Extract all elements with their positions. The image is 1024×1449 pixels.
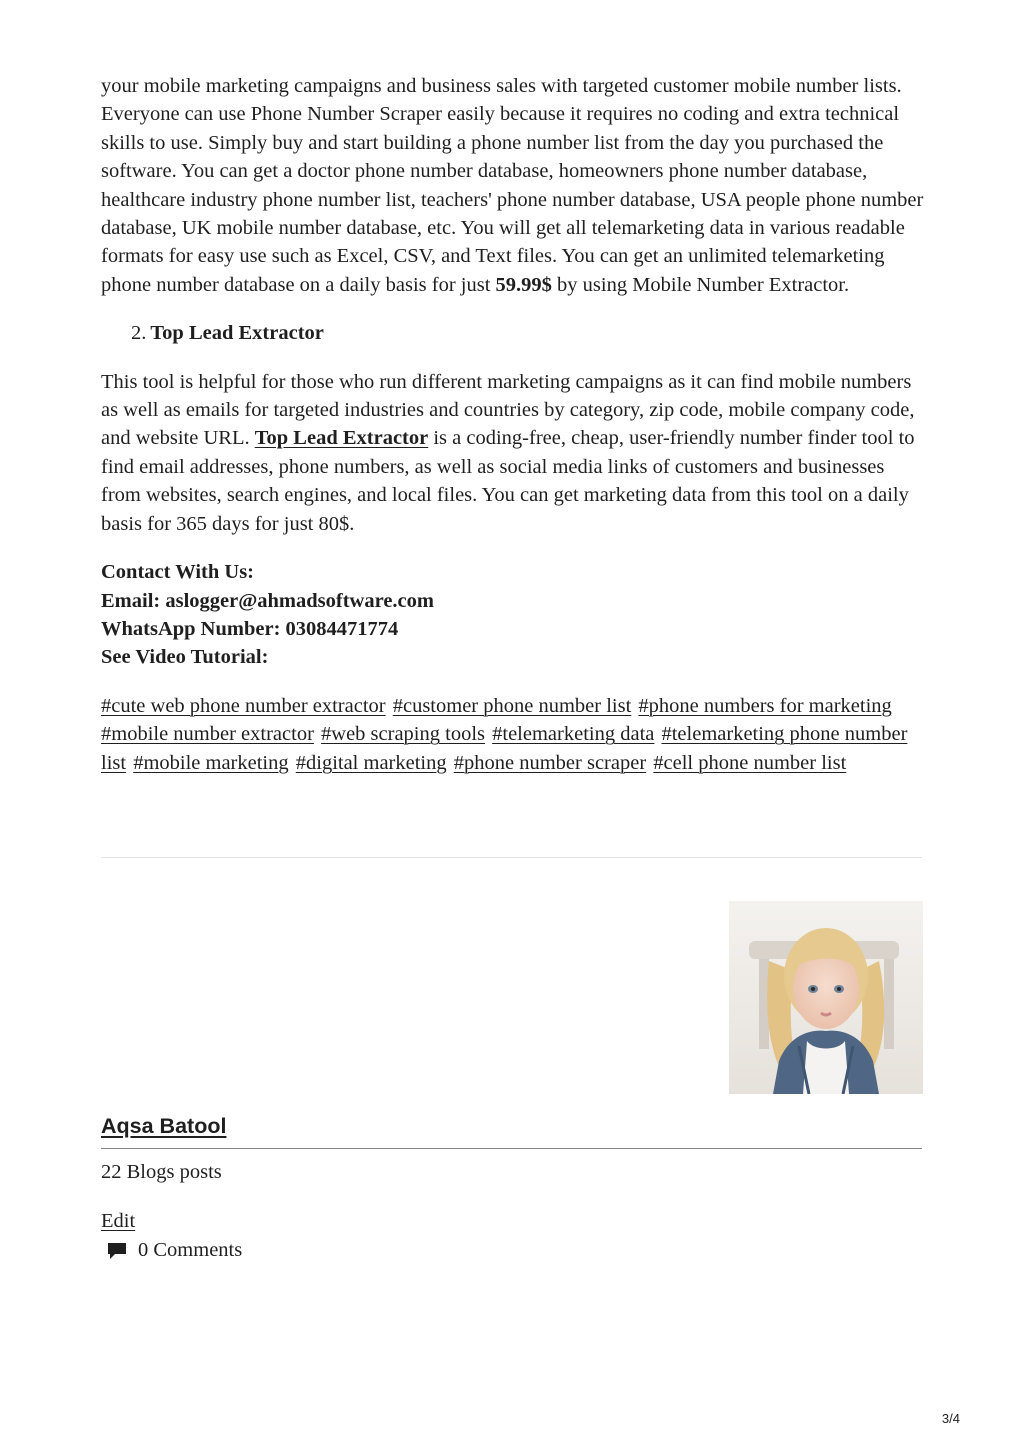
tag-link[interactable]: #web scraping tools: [321, 723, 486, 746]
tag-link[interactable]: #digital marketing: [295, 751, 447, 774]
author-avatar: [729, 901, 923, 1094]
contact-heading: Contact With Us:: [101, 561, 254, 584]
tag-link[interactable]: #phone number scraper: [453, 751, 647, 774]
intro-text-end: by using Mobile Number Extractor.: [551, 273, 850, 296]
tag-link[interactable]: #cell phone number list: [653, 751, 847, 774]
price: 59.99$: [495, 273, 552, 296]
speech-bubble-icon: [106, 1240, 128, 1262]
tag-link[interactable]: #cute web phone number extractor: [101, 694, 386, 717]
tool-description-paragraph: [101, 368, 924, 538]
top-lead-extractor-link[interactable]: Top Lead Extractor: [254, 427, 429, 450]
tag-link[interactable]: #telemarketing phone number list: [101, 723, 908, 774]
author-post-count: 22 Blogs posts: [101, 1161, 222, 1183]
para-text: This tool is helpful for those who run different marketing campaigns as it can find mobile numbers as well as emails for targeted industries and countries by category, zip code, mobile company code, and website URL.: [101, 370, 915, 450]
list-item-title: Top Lead Extractor: [150, 322, 324, 345]
tag-list: [101, 692, 924, 777]
author-divider: [101, 1148, 922, 1149]
contact-email: Email: aslogger@ahmadsoftware.com: [101, 589, 434, 612]
list-number: 2.: [131, 322, 147, 345]
contact-block: [101, 558, 924, 672]
comments-label: 0 Comments: [138, 1239, 243, 1261]
page-number: 3/4: [941, 1411, 960, 1426]
edit-link[interactable]: Edit: [101, 1210, 136, 1232]
author-name-link[interactable]: Aqsa Batool: [101, 1114, 227, 1138]
list-item-top-lead-extractor: [131, 319, 924, 347]
comments-count[interactable]: [106, 1236, 242, 1264]
intro-text: your mobile marketing campaigns and business sales with targeted customer mobile number lists. Everyone can use Phone Number Scraper easily because it requires no coding and extra technical skills to use. Simply buy and start building a phone number list from the day you purchased the software. You can get a doctor phone number database, homeowners phone number database, healthcare industry phone number list, teachers' phone number database, USA people phone number database, UK mobile number database, etc. You will get all telemarketing data in various readable formats for easy use such as Excel, CSV, and Text files. You can get an unlimited telemarketing phone number database on a daily basis for just: [101, 75, 924, 296]
para-text-end: is a coding-free, cheap, user-friendly number finder tool to find email addresses, phone numbers, as well as social media links of customers and businesses from websites, search engines, and local files. You can get marketing data from this tool on a daily basis for 365 days for just 80$.: [101, 427, 915, 535]
tag-link[interactable]: #mobile number extractor: [101, 723, 314, 746]
divider: [101, 857, 922, 858]
tag-link[interactable]: #mobile marketing: [133, 751, 289, 774]
contact-whatsapp: WhatsApp Number: 03084471774: [101, 617, 399, 640]
tag-link[interactable]: #customer phone number list: [392, 694, 632, 717]
tag-link[interactable]: #phone numbers for marketing: [638, 694, 892, 717]
intro-paragraph: [101, 72, 924, 299]
contact-video: See Video Tutorial:: [101, 646, 269, 669]
article-body: [101, 72, 924, 797]
tag-link[interactable]: #telemarketing data: [492, 723, 655, 746]
